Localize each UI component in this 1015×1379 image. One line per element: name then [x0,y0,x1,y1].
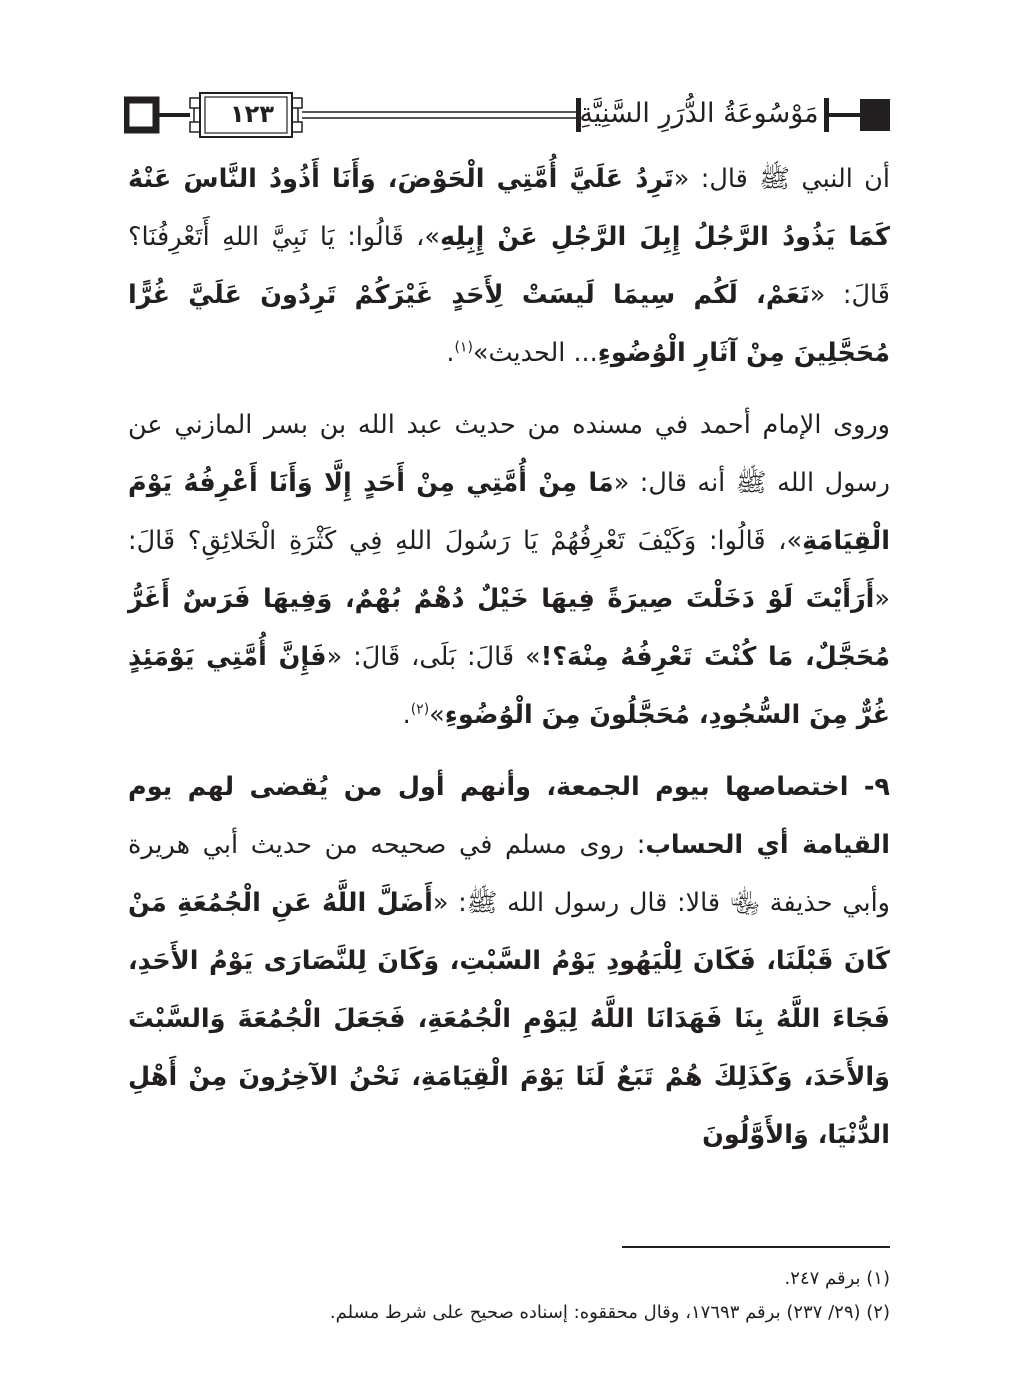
text-run: : روى مسلم في صحيحه من حديث أبي هريرة وأبي حذيفة ﵄ قالا: قال رسول الله ﷺ: « [128,830,890,918]
page-header [124,88,894,144]
paragraph [128,150,890,382]
hadith-quote: فَإِنَّ أُمَّتِي يَوْمَئِذٍ غُرٌّ مِنَ السُّجُودِ، مُحَجَّلُونَ مِنَ الْوُضُوءِ [128,642,890,730]
footnote-1: (١) برقم ٢٤٧. [784,1268,890,1289]
text-run: وروى الإمام أحمد في مسنده من حديث عبد الله بن بسر المازني عن رسول الله ﷺ أنه قال: « [128,410,890,498]
footnote-divider [622,1246,890,1248]
text-run: » قَالَ: بَلَى، قَالَ: « [326,642,541,672]
text-run: »، قَالُوا: وَكَيْفَ تَعْرِفُهُمْ يَا رَسُولَ اللهِ فِي كَثْرَةِ الْخَلائِقِ؟ قَالَ: « [128,526,890,614]
paragraph [128,758,890,1164]
text-run: . [402,700,411,730]
text-run: . [446,338,455,368]
hadith-quote: تَرِدُ عَلَيَّ أُمَّتِي الْحَوْضَ، وَأَنَا أَذُودُ النَّاسَ عَنْهُ كَمَا يَذُودُ الرَّجُلُ إِبِلَ الرَّجُلِ عَنْ إِبِلِهِ [128,164,890,252]
footnote-marker: (١) [454,339,473,356]
footnotes [130,1262,890,1330]
text-run: »، قَالُوا: يَا نَبِيَّ اللهِ أَتَعْرِفُنَا؟ قَالَ: « [128,222,890,310]
page-number: ١٢٣ [230,100,274,128]
hadith-quote: مَا مِنْ أُمَّتِي مِنْ أَحَدٍ إِلَّا وَأَنَا أَعْرِفُهُ يَوْمَ الْقِيَامَةِ [128,468,890,556]
book-title: مَوْسُوعَةُ الدُّرَرِ السَّنِيَّةِ [579,98,819,129]
footnote-2: (٢) (٢٩/ ٢٣٧) برقم ١٧٦٩٣، وقال محققوه: إسناده صحيح على شرط مسلم. [329,1302,890,1323]
text-run: ... الحديث» [472,338,598,368]
text-run: أن النبي ﷺ قال: « [673,164,890,194]
text-run: » [429,700,445,730]
hadith-quote: أَضَلَّ اللَّهُ عَنِ الْجُمُعَةِ مَنْ كَانَ قَبْلَنَا، فَكَانَ لِلْيَهُودِ يَوْمُ السَّبْتِ، وَكَانَ لِلنَّصَارَى يَوْمُ الأَحَدِ، فَجَاءَ اللَّهُ بِنَا فَهَدَانَا اللَّهُ لِيَوْمِ الْجُمُعَةِ، فَجَعَلَ الْجُمُعَةَ وَالسَّبْتَ وَالأَحَدَ، وَكَذَلِكَ هُمْ تَبَعٌ لَنَا يَوْمَ الْقِيَامَةِ، نَحْنُ الآخِرُونَ مِنْ أَهْلِ الدُّنْيَا، وَالأَوَّلُونَ [128,888,890,1150]
hadith-quote: نَعَمْ، لَكُم سِيمَا لَيسَتْ لِأَحَدٍ غَيْرَكُمْ تَرِدُونَ عَلَيَّ غُرًّا مُحَجَّلِينَ مِنْ آثَارِ الْوُضُوءِ [128,280,890,368]
body-text [128,150,890,1164]
paragraph [128,396,890,744]
footnote-marker: (٢) [410,701,430,718]
hadith-quote: أَرَأَيْتَ لَوْ دَخَلْتَ صِيرَةً فِيهَا خَيْلٌ دُهْمٌ بُهْمٌ، وَفِيهَا فَرَسٌ أَغَرُّ مُحَجَّلٌ، مَا كُنْتَ تَعْرِفُهُ مِنْهَ؟! [128,584,890,672]
section-heading: ٩- اختصاصها بيوم الجمعة، وأنهم أول من يُقضى لهم يوم القيامة أي الحساب [128,772,890,860]
